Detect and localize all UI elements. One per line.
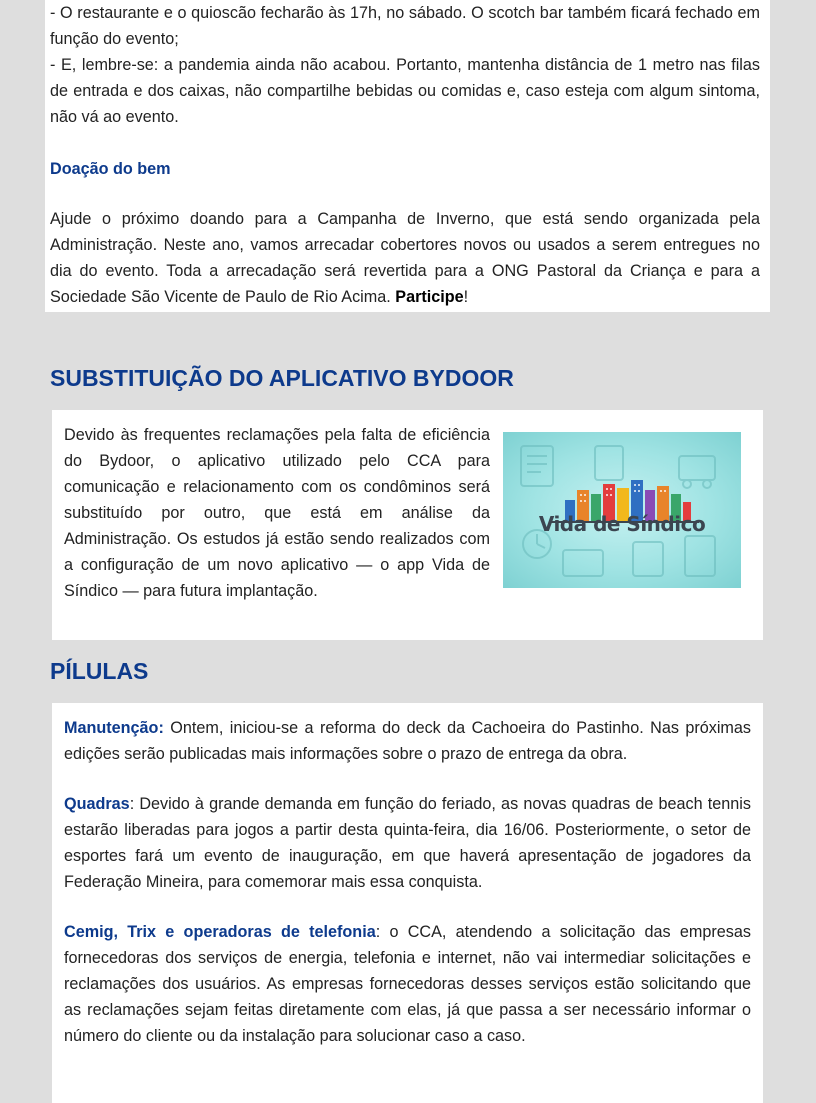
pilula-label: Manutenção: [64,719,164,737]
pilula-text: Ontem, iniciou-se a reforma do deck da Cachoeira do Pastinho. Nas próximas edições serão publicadas mais informações sobre o prazo de entrega da obra. [64,719,751,763]
doacao-text: Ajude o próximo doando para a Campanha de Inverno, que está sendo organizada pela Administração. Neste ano, vamos arrecadar cobertores novos ou usados a serem entregues no dia do evento. Toda a arrecadação será revertida para a ONG Pastoral da Criança e para a Sociedade São Vicente de Paulo de Rio Acima. [50,210,760,306]
pilulas-article-card [52,703,763,1103]
pilula-quadras [64,791,751,895]
section-title-bydoor: SUBSTITUIÇÃO DO APLICATIVO BYDOOR [50,365,514,391]
pilula-text: : Devido à grande demanda em função do feriado, as novas quadras de beach tennis estarão liberadas para jogos a partir desta quinta-feira, dia 16/06. Posteriormente, o setor de esportes fará um evento de inauguração, em que haverá apresentação de jogadores da Federação Mineira, para comemorar mais essa conquista. [64,795,751,891]
pilula-manutencao [64,715,751,767]
paragraph-doacao [50,206,760,310]
pilula-label: Quadras [64,795,130,813]
doacao-end: ! [463,288,469,306]
top-article-card [45,0,770,312]
section-title-pilulas: PÍLULAS [50,658,149,684]
vida-de-sindico-logo [503,432,741,588]
paragraph-bydoor: Devido às frequentes reclamações pela falta de eficiência do Bydoor, o aplicativo utilizado pelo CCA para comunicação e relacionamento com os condôminos será substituído por outro, que está em análise da Administração. Os estudos já estão sendo realizados com a configuração de um novo aplicativo — o app Vida de Síndico — para futura implantação. [64,426,490,600]
paragraph-restaurant-closing: - O restaurante e o quioscão fecharão às 17h, no sábado. O scotch bar também ficará fechado em função do evento; [50,4,760,48]
pilula-cemig [64,919,751,1049]
pilula-label: Cemig, Trix e operadoras de telefonia [64,923,376,941]
participe-emphasis: Participe [395,288,464,306]
logo-wordmark: Vida de Síndico [538,512,706,536]
pilula-text: : o CCA, atendendo a solicitação das empresas fornecedoras dos serviços de energia, telefonia e internet, não vai intermediar solicitações e reclamações dos usuários. As empresas fornecedoras desses serviços estão solicitando que as reclamações sejam feitas diretamente com elas, já que passa a ser necessário informar o número do cliente ou da instalação para solucionar caso a caso. [64,923,751,1045]
subheading-doacao: Doação do bem [50,160,171,178]
paragraph-pandemic-reminder: - E, lembre-se: a pandemia ainda não acabou. Portanto, mantenha distância de 1 metro nas filas de entrada e dos caixas, não compartilhe bebidas ou comidas e, caso esteja com algum sintoma, não vá ao evento. [50,56,760,126]
